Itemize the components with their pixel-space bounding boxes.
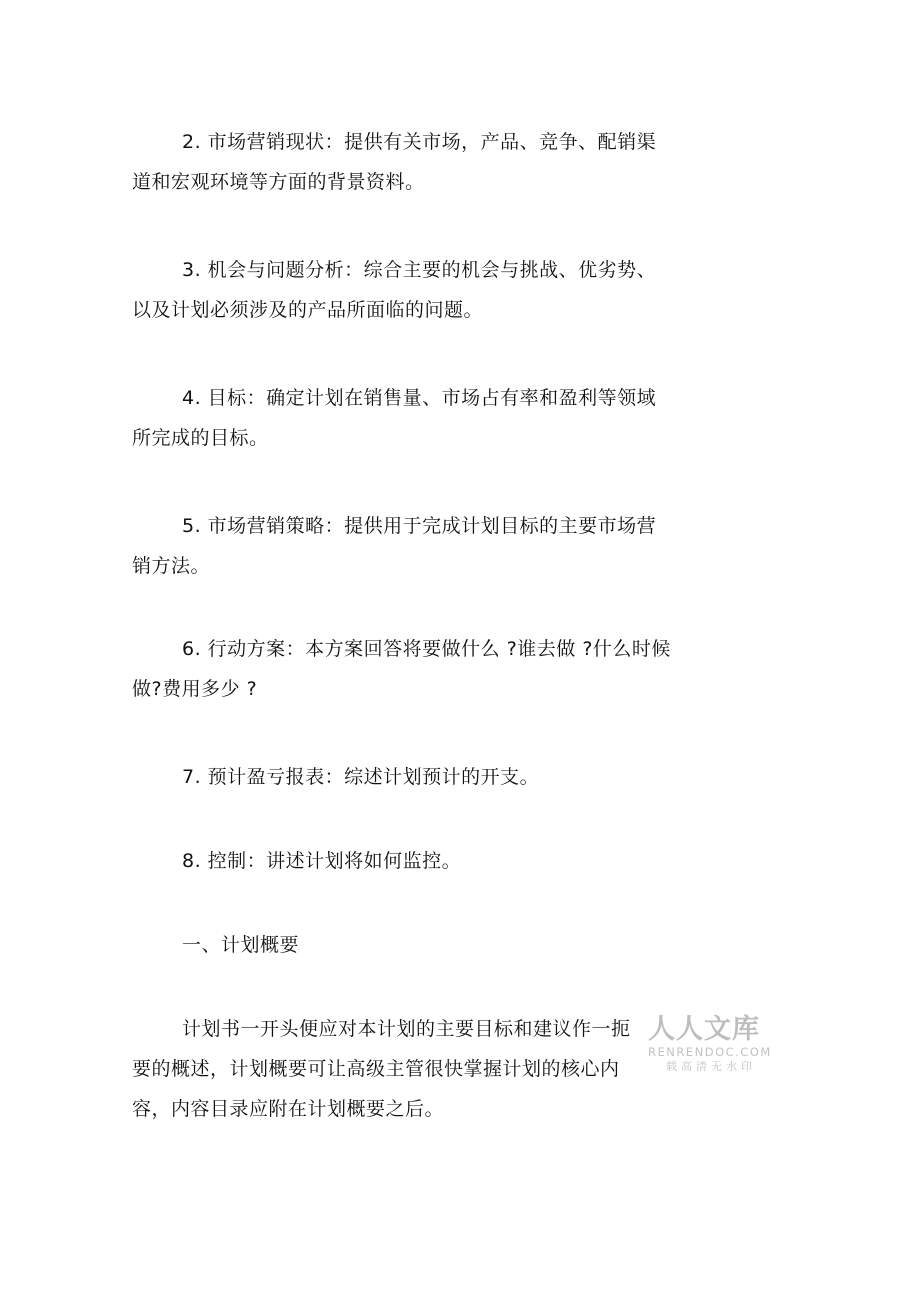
paragraph-line: 计划书一开头便应对本计划的主要目标和建议作一扼 bbox=[182, 1018, 631, 1040]
paragraph-plan-summary-body bbox=[132, 1009, 732, 1129]
paragraph-line: 道和宏观环境等方面的背景资料。 bbox=[132, 171, 425, 193]
paragraph-line: 销方法。 bbox=[132, 555, 211, 577]
paragraph-action-plan bbox=[132, 629, 732, 709]
paragraph-marketing-strategy bbox=[132, 506, 732, 586]
section-heading-text: 一、计划概要 bbox=[182, 934, 300, 956]
watermark-slogan: 载高清无水印 bbox=[666, 1060, 756, 1073]
paragraph-line: 6. 行动方案：本方案回答将要做什么 ?谁去做 ?什么时候 bbox=[182, 638, 671, 660]
paragraph-line: 8. 控制：讲述计划将如何监控。 bbox=[182, 850, 462, 872]
paragraph-line: 5. 市场营销策略：提供用于完成计划目标的主要市场营 bbox=[182, 515, 657, 537]
section-heading-plan-summary bbox=[132, 925, 732, 965]
watermark-title: 人人文库 bbox=[648, 1014, 760, 1045]
paragraph-line: 3. 机会与问题分析：综合主要的机会与挑战、优劣势、 bbox=[182, 259, 657, 281]
paragraph-control bbox=[132, 841, 732, 881]
paragraph-line: 以及计划必须涉及的产品所面临的问题。 bbox=[132, 299, 484, 321]
paragraph-line: 7. 预计盈亏报表：综述计划预计的开支。 bbox=[182, 766, 540, 788]
paragraph-market-status bbox=[132, 122, 732, 202]
paragraph-profit-loss bbox=[132, 757, 732, 797]
paragraph-objectives bbox=[132, 378, 732, 458]
paragraph-line: 要的概述，计划概要可让高级主管很快掌握计划的核心内 bbox=[132, 1058, 620, 1080]
paragraph-line: 2. 市场营销现状：提供有关市场，产品、竞争、配销渠 bbox=[182, 131, 657, 153]
watermark-url: RENRENDOC.COM bbox=[648, 1045, 772, 1059]
paragraph-line: 容，内容目录应附在计划概要之后。 bbox=[132, 1098, 445, 1120]
paragraph-line: 4. 目标：确定计划在销售量、市场占有率和盈利等领域 bbox=[182, 387, 657, 409]
paragraph-line: 所完成的目标。 bbox=[132, 427, 269, 449]
paragraph-opportunity-analysis bbox=[132, 250, 732, 330]
paragraph-line: 做?费用多少 ? bbox=[132, 678, 258, 700]
